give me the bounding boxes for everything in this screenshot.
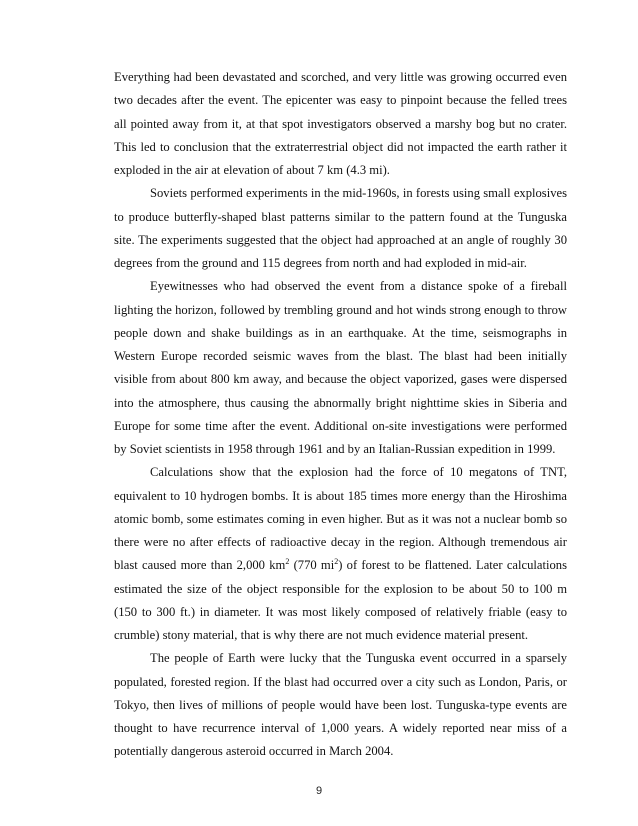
paragraph xyxy=(114,461,567,647)
paragraph xyxy=(114,66,567,182)
paragraph-text: The people of Earth were lucky that the Tunguska event occurred in a sparsely populated, forested region. If the blast had occurred over a city such as London, Paris, or Tokyo, then lives of millions of people would have been lost. Tunguska-type events are thought to have recurrence interval of 1,000 years. A widely reported near miss of a potentially dangerous asteroid occurred in March 2004. xyxy=(114,651,567,759)
paragraph xyxy=(114,182,567,275)
superscript: 2 xyxy=(285,557,290,567)
paragraph xyxy=(114,647,567,763)
paragraph-text: Soviets performed experiments in the mid-1960s, in forests using small explosives to produce butterfly-shaped blast patterns similar to the pattern found at the Tunguska site. The experiments suggested that the object had approached at an angle of roughly 30 degrees from the ground and 115 degrees from north and had exploded in mid-air. xyxy=(114,186,567,270)
paragraph-text: Calculations show that the explosion had the force of 10 megatons of TNT, equivalent to 10 hydrogen bombs. It is about 185 times more energy than the Hiroshima atomic bomb, some estimates coming in even higher. But as it was not a nuclear bomb so there were no after effects of radioactive decay in the region. Although tremendous air blast caused more than 2,000 km xyxy=(114,465,567,573)
superscript: 2 xyxy=(334,557,339,567)
paragraph-text: ) of forest to be flattened. Later calculations estimated the size of the object responsible for the explosion to be about 50 to 100 m (150 to 300 ft.) in diameter. It was most likely composed of relatively friable (easy to crumble) stony material, that is why there are not much evidence material present. xyxy=(114,558,567,642)
body-text xyxy=(114,66,567,764)
paragraph-text: (770 mi xyxy=(289,558,335,573)
paragraph-text: Eyewitnesses who had observed the event from a distance spoke of a fireball lighting the horizon, followed by trembling ground and hot winds strong enough to throw people down and shake buildings as in an earthquake. At the time, seismographs in Western Europe recorded seismic waves from the blast. The blast had been initially visible from about 800 km away, and because the object vaporized, gases were dispersed into the atmosphere, thus causing the abnormally bright nighttime skies in Siberia and Europe for some time after the event. Additional on-site investigations were performed by Soviet scientists in 1958 through 1961 and by an Italian-Russian expedition in 1999. xyxy=(114,279,567,456)
paragraph xyxy=(114,275,567,461)
paragraph-text: Everything had been devastated and scorched, and very little was growing occurred even two decades after the event. The epicenter was easy to pinpoint because the felled trees all pointed away from it, at that spot investigators observed a marshy bog but no crater. This led to conclusion that the extraterrestrial object did not impacted the earth rather it exploded in the air at elevation of about 7 km (4.3 mi). xyxy=(114,70,567,177)
page-number: 9 xyxy=(315,785,323,797)
